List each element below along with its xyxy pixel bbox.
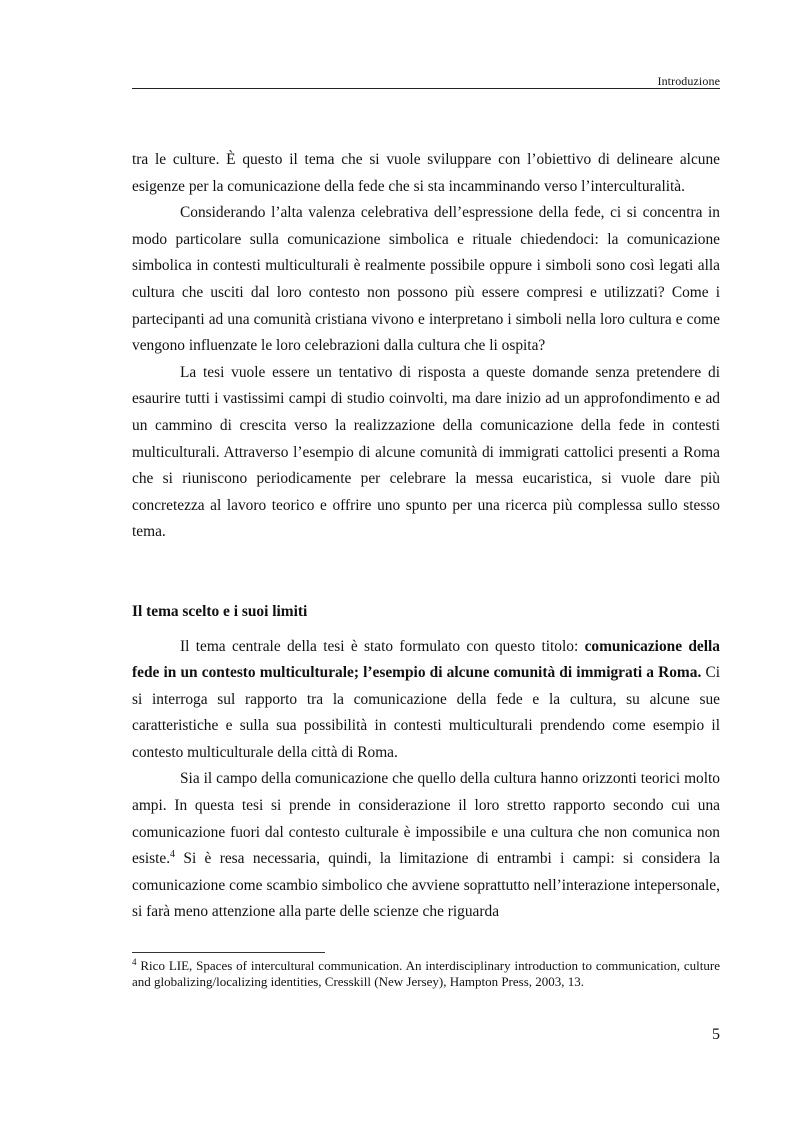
main-text xyxy=(132,147,720,926)
paragraph-5-after: Si è resa necessaria, quindi, la limitazione di entrambi i campi: si considera la comunicazione come scambio simbolico che avviene soprattutto nell’interazione intepersonale, si farà meno attenzione alla parte delle scienze che riguarda xyxy=(132,850,720,921)
footnote-divider xyxy=(132,952,325,953)
paragraph-2: Considerando l’alta valenza celebrativa dell’espressione della fede, ci si concentra in modo particolare sulla comunicazione simbolica e rituale chiedendoci: la comunicazione simbolica in contesti multiculturali è realmente possibile oppure i simboli sono così legati alla cultura che usciti dal loro contesto non possono più essere compresi e utilizzati? Come i partecipanti ad una comunità cristiana vivono e interpretano i simboli nella loro cultura e come vengono influenzate le loro celebrazioni dalla cultura che li ospita? xyxy=(132,204,720,355)
section-heading: Il tema scelto e i suoi limiti xyxy=(132,602,308,620)
footnote xyxy=(132,958,720,990)
thesis-title-bold: comunicazione della fede in un contesto multiculturale; l’esempio di alcune comunità di immigrati a Roma. xyxy=(132,637,720,682)
footnote-number: 4 xyxy=(132,957,137,967)
paragraph-3: La tesi vuole essere un tentativo di risposta a queste domande senza pretendere di esaurire tutti i vastissimi campi di studio coinvolti, ma dare inizio ad un approfondimento e ad un cammino di crescita verso la realizzazione della comunicazione della fede in contesti multiculturali. Attraverso l’esempio di alcune comunità di immigrati cattolici presenti a Roma che si riuniscono periodicamente per celebrare la messa eucaristica, si vuole dare più concretezza al lavoro teorico e offrire uno spunto per una ricerca più complessa sullo stesso tema. xyxy=(132,363,720,541)
paragraph-4-rest: Ci si interroga sul rapporto tra la comunicazione della fede e la cultura, su alcune sue caratteristiche e sulla sua possibilità in contesti multiculturali prendendo come esempio il contesto multiculturale della città di Roma. xyxy=(132,664,720,761)
paragraph-5-before: Sia il campo della comunicazione che quello della cultura hanno orizzonti teorici molto ampi. In questa tesi si prende in considerazione il loro stretto rapporto secondo cui una comunicazione fuori dal contesto culturale è impossibile e una cultura che non comunica non esiste. xyxy=(132,770,720,868)
page-number: 5 xyxy=(712,1026,720,1043)
footnote-reference[interactable]: 4 xyxy=(170,849,176,861)
header-title: Introduzione xyxy=(657,74,720,88)
running-header xyxy=(132,72,720,89)
paragraph-1: tra le culture. È questo il tema che si vuole sviluppare con l’obiettivo di delineare alcune esigenze per la comunicazione della fede che si sta incamminando verso l’interculturalità. xyxy=(132,151,720,195)
paragraph-4 xyxy=(132,634,720,767)
paragraph-4-intro: Il tema centrale della tesi è stato formulato con questo titolo: xyxy=(180,637,585,655)
paragraph-5 xyxy=(132,766,720,926)
footnote-text: Rico LIE, Spaces of intercultural communication. An interdisciplinary introduction to communication, culture and globalizing/localizing identities, Cresskill (New Jersey), Hampton Press, 2003, 13. xyxy=(132,958,720,989)
